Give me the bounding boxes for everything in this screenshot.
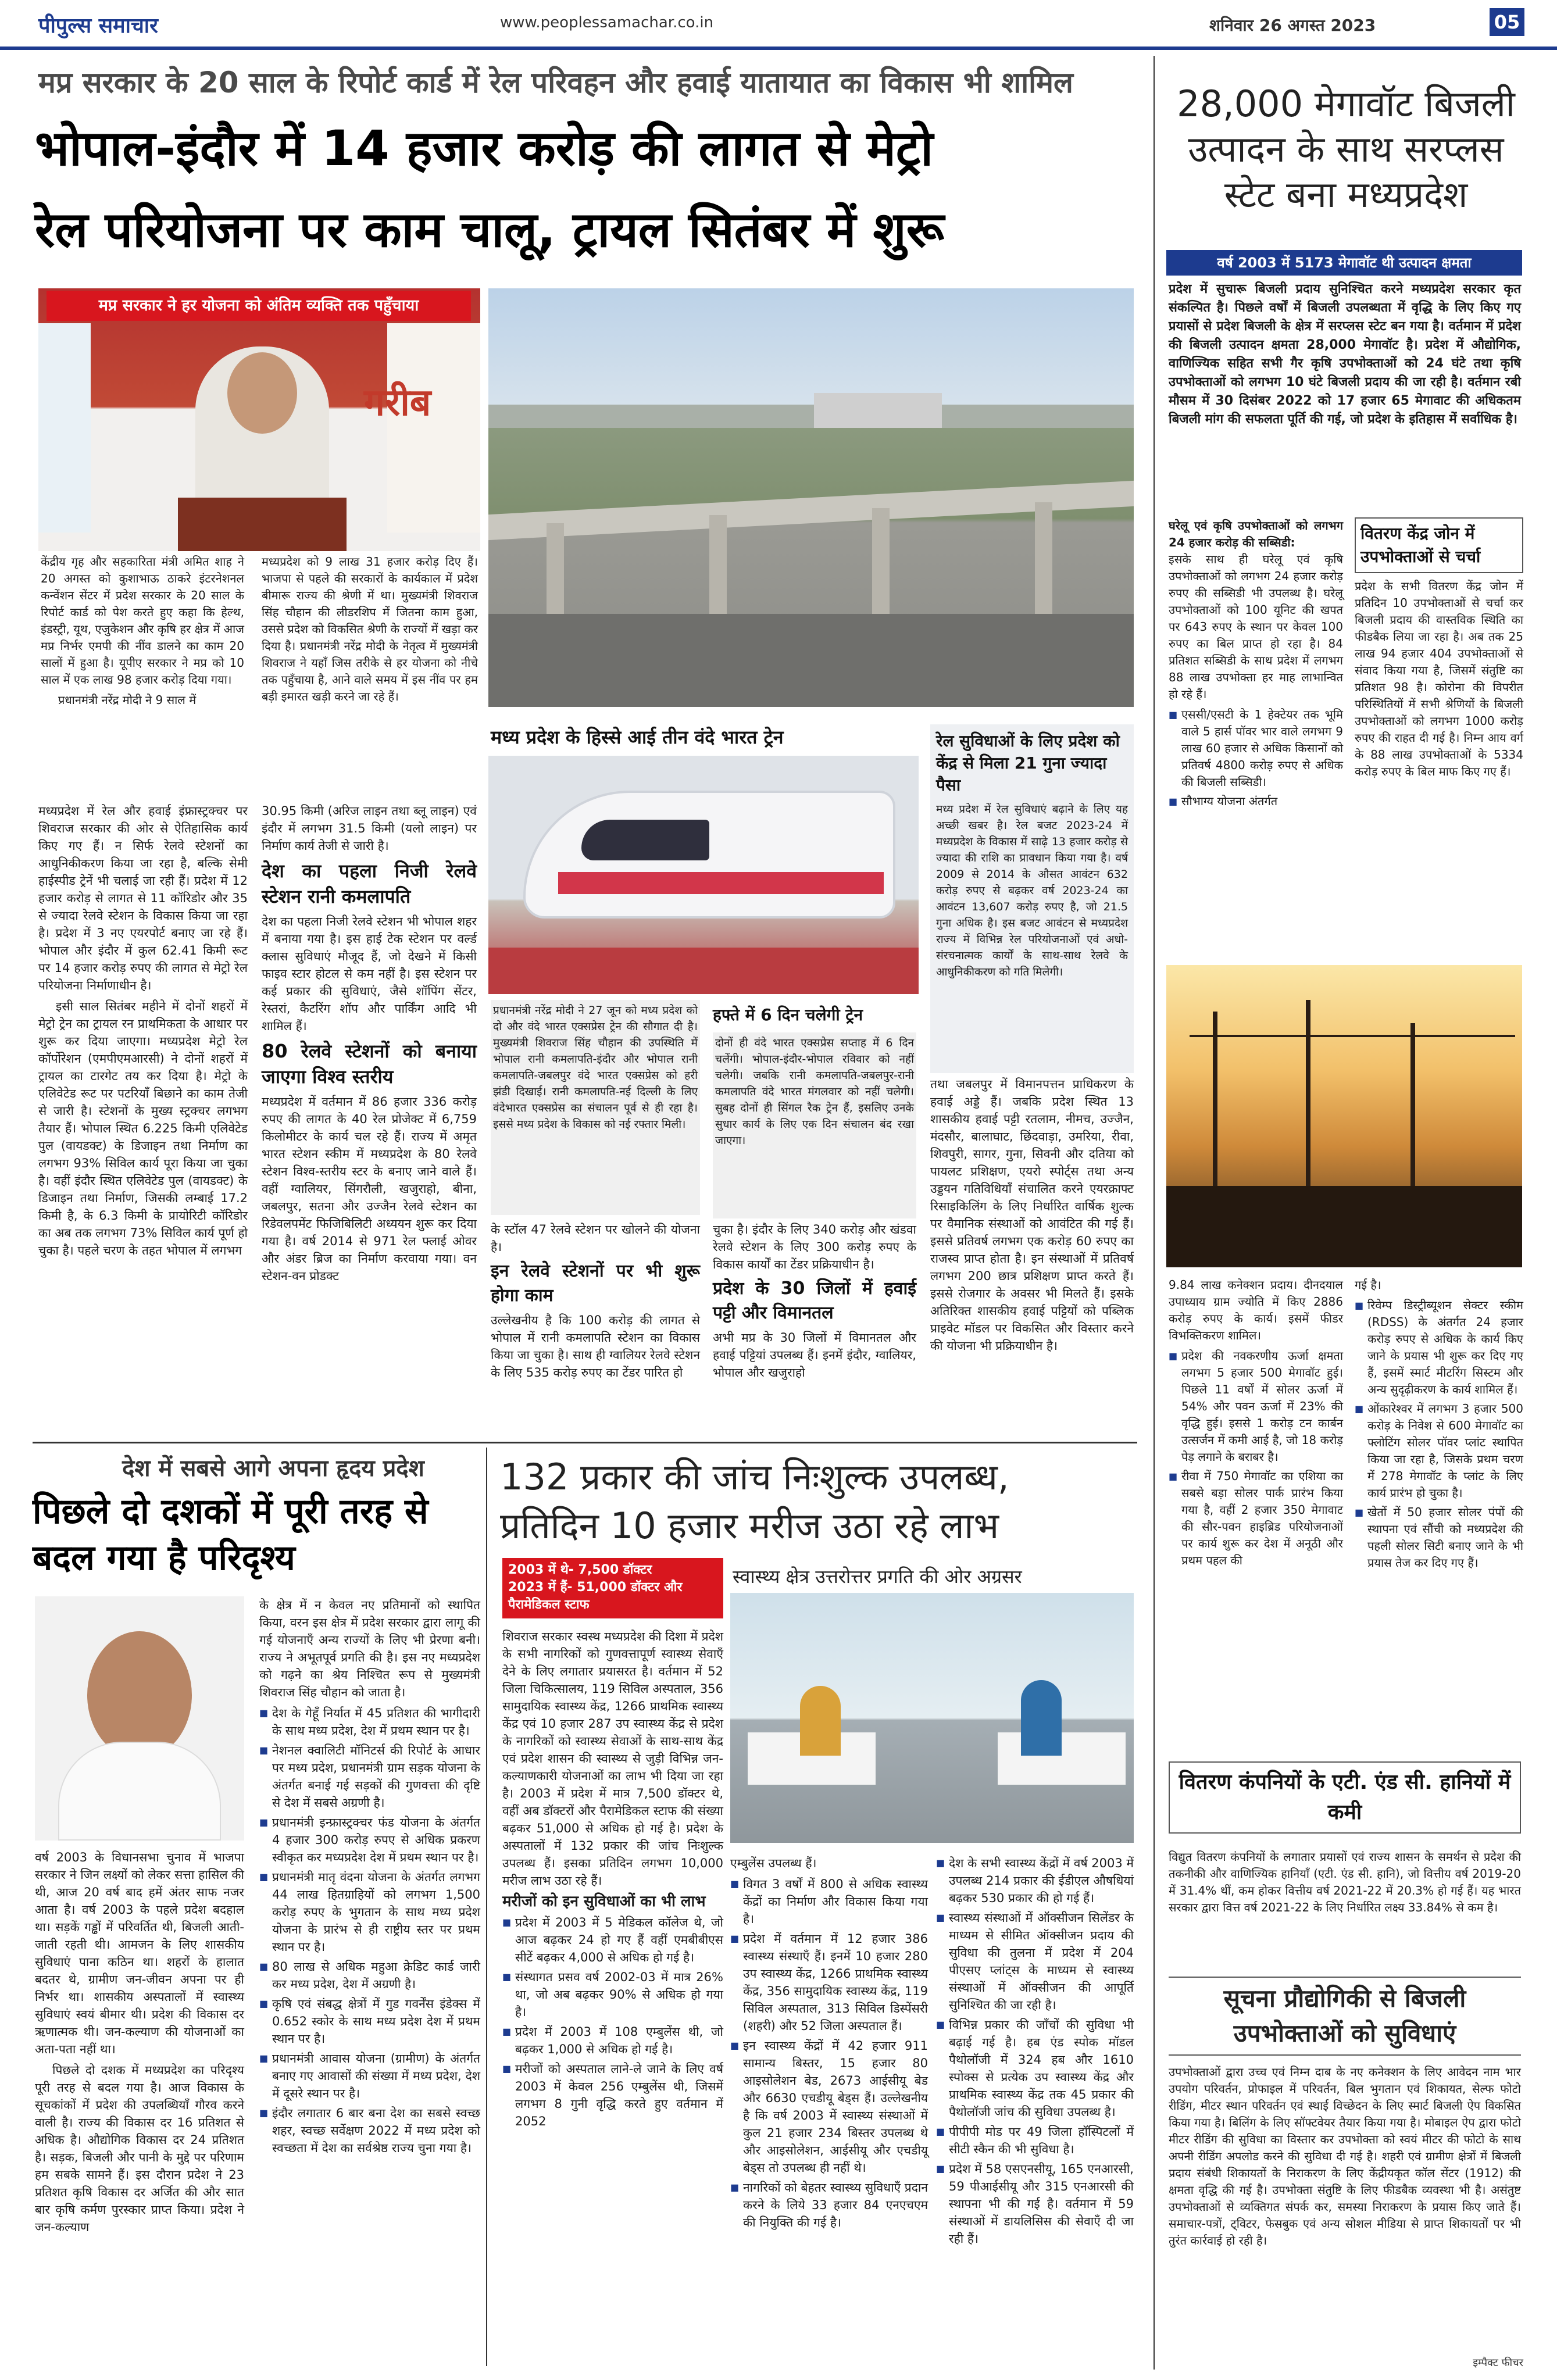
heart-achievements-list [259,1704,480,2157]
zone-box [1355,517,1523,959]
list-item: ■ इन स्वास्थ्य केंद्रों में 42 हजार 911 सामान्य बिस्तर, 15 हजार 80 आइसोलेशन बेड, 2673 आईसीयू बेड और 6630 एचडीयू बेड्स हैं। उल्लेखनीय है कि वर्ष 2003 में स्वास्थ्य संस्थाओं में कुल 21 हजार 234 बिस्तर उपलब्ध थे और आइसोलेशन, आईसीयू और एचडीयू बेड्स तो उपलब्ध ही नहीं थे। [730,2037,928,2177]
heart-body-para-1: वर्ष 2003 के विधानसभा चुनाव में भाजपा सरकार ने जिन लक्ष्यों को लेकर सत्ता हासिल की थी, आज 20 वर्ष बाद हमें अंतर साफ नजर आता है। वर्ष 2003 के पहले प्रदेश बदहाल था। सड़कें गड्ढों में परिवर्तित थी, बिजली आती-जाती रहती थी। आमजन के लिए शासकीय सुविधाएं पाना कठिन था। शहरों के हालात बदतर थे, ग्रामीण जन-जीवन अपना पर ही निर्भर था। शासकीय अस्पतालों में स्वास्थ्य सुविधाएं स्वयं बीमार थी। प्रदेश की विकास दर ऋणात्मक थी। जन-कल्याण की योजनाओं का अता-पता नहीं था। [35,1850,244,2056]
list-item: ■ सौभाग्य योजना अंतर्गत [1169,793,1343,810]
health-body-col-3 [936,1854,1134,2366]
subsidy-column [1169,517,1343,959]
health-headline-1: 132 प्रकार की जांच निःशुल्क उपलब्ध, [500,1456,1009,1498]
list-item: ■ प्रधानमंत्री मातृ वंदना योजना के अंतर्गत लगभग 44 लाख हितग्राहियों को लगभग 1,500 करोड़ रुपए के भुगतान के साथ मध्य प्रदेश योजना के प्रारंभ से ही राष्ट्रीय स्तर पर प्रथम स्थान पर है। [259,1868,480,1956]
metro-headline-1: भोपाल-इंदौर में 14 हजार करोड़ की लागत से मेट्रो [35,120,933,177]
subsidy-list [1169,706,1343,810]
metro-body-para-3: 30.95 किमी (अरिज लाइन तथा ब्लू लाइन) एवं इंदौर में लगभग 31.5 किमी (यलो लाइन) पर निर्माण कार्य तेजी से जारी है। [262,804,477,853]
it-body: उपभोक्ताओं द्वारा उच्च एवं निम्न दाब के नए कनेक्शन के लिए आवेदन नाम भार उपयोग परिवर्तन, प्रोफाइल में परिवर्तन, बिल भुगतान एवं शिकायत, सेल्फ फोटो रीडिंग, मीटर स्थान परिवर्तन एवं स्थाई विच्छेदन के लिए स्मार्ट बिजली ऐप विकसित किया गया है। बिलिंग के लिए सॉफ्टवेयर तैयार किया गया है। मोबाइल ऐप द्वारा फोटो मीटर रीडिंग की सुविधा का विस्तार कर उपभोक्ता को स्वयं मीटर की फोटो के साथ अपनी रीडिंग अपलोड करने की सुविधा दी गई है। शहरी एवं ग्रामीण क्षेत्रों में बिजली प्रदाय संबंधी शिकायतों के निराकरण के लिए केंद्रीयकृत कॉल सेंटर (1912) की क्षमता वृद्धि की गई है। उपभोक्ता संतुष्टि के लिए फीडबैक व्यवस्था भी है। असंतुष्ट उपभोक्ताओं से व्यक्तिगत संपर्क कर, समस्या निराकरण के प्रयास किए जाते हैं। समाचार-पत्रों, ट्विटर, फेसबुक एवं अन्य सोशल मीडिया से प्राप्त शिकायतों पर भी तुरंत कार्रवाई हो रही है। [1169,2065,1521,2247]
list-item: ■ ओंकारेश्वर में लगभग 3 हजार 500 करोड़ के निवेश से 600 मेगावॉट का फ्लोटिंग सोलर पॉवर प्लांट स्थापित किया जा रहा है, जिसके प्रथम चरण में 278 मेगावॉट के प्लांट के लिए कार्य प्रारंभ हो चुका है। [1355,1400,1523,1502]
losses-body: विद्युत वितरण कंपनियों के लगातार प्रयासों एवं राज्य शासन के समर्थन से प्रदेश की तकनीकी और वाणिज्यिक हानियाँ (एटी. एंड सी. हानि), जो वित्तीय वर्ष 2019-20 में 31.4% थीं, कम होकर वित्तीय वर्ष 2021-22 में 20.3% हो गई हैं। यह भारत सरकार द्वारा वित्त वर्ष 2021-22 के लिए निर्धारित लक्ष्य 33.84% से कम है। [1169,1850,1521,1914]
six-days-body: दोनों ही वंदे भारत एक्सप्रेस सप्ताह में 6 दिन चलेंगी। भोपाल-इंदौर-भोपाल रविवार को नहीं चलेगी। जबकि रानी कमलापति-जबलपुर-रानी कमलापति वंदे भारत मंगलवार को नहीं चलेगी। सुबह दोनों ही सिंगल रैक ट्रेन हैं, इसलिए उनके सुधार कार्य के लिए एक दिन संचालन बंद रखा जाएगा। [713,1032,916,1218]
chief-minister-photo [35,1596,244,1841]
hospital-ward-photo [730,1593,1134,1843]
renewable-list [1169,1348,1343,1569]
heart-body-left [35,1849,244,2360]
health-services-list [936,1854,1134,2247]
caption-text-1b: प्रधानमंत्री नरेंद्र मोदी ने 9 साल में [58,693,197,707]
vande-bharat-train-photo [488,756,919,994]
rail-funds-body: मध्य प्रदेश में रेल सुविधाएं बढ़ाने के लिए यह अच्छी खबर है। रेल बजट 2023-24 में मध्यप्रदेश के विकास में साढ़े 13 हजार करोड़ से ज्यादा की राशि का प्रावधान किया गया है। वर्ष 2009 से 2014 के औसत आवंटन 632 करोड़ रुपए से बढ़कर वर्ष 2023-24 का आवंटन 13,607 करोड़ रुपए है, जो 21.5 गुना अधिक है। इस बजट आवंटन से मध्यप्रदेश राज्य में विभिन्न रेल परियोजनाओं एवं अधो-संरचनात्मक कार्यों के साथ-साथ रेलवे के आधुनिकीकरण को गति मिलेगी। [936,803,1128,978]
list-item: ■ 80 लाख से अधिक महुआ क्रेडिट कार्ड जारी कर मध्य प्रदेश, देश में अग्रणी है। [259,1958,480,1993]
airstrips-subhead: प्रदेश के 30 जिलों में हवाई पट्टी और विमानतल [713,1278,916,1323]
list-item: ■ एससी/एसटी के 1 हेक्टेयर तक भूमि वाले 5 हार्स पॉवर भार वाले लगभग 9 लाख 60 हजार से अधिक किसानों को प्रतिवर्ष 4800 करोड़ रुपए से अधिक की बिजली सब्सिडी। [1169,706,1343,791]
world-class-stations-body: मध्यप्रदेश में वर्तमान में 86 हजार 336 करोड़ रुपए की लागत के 40 रेल प्रोजेक्ट में 6,759 किलोमीटर के कार्य चल रहे हैं। राज्य में अमृत भारत स्टेशन स्कीम में मध्यप्रदेश के 80 रेलवे स्टेशन विश्व-स्तरीय स्टर के बनाए जाने वाले हैं। वहीं ग्वालियर, सिंगरौली, खजुराहो, बीना, जबलपुर, सतना और उज्जैन रेलवे स्टेशन का रिडेवलपमेंट फिजिबिलिटी अध्ययन शुरू कर दिया गया है। वर्ष 2014 से 971 रेल फ्लाई ओवर और अंडर ब्रिज का निर्माण करवाया गया। वन स्टेशन-वन प्रोडक्ट [262,1095,477,1283]
list-item: ■ मरीजों को अस्पताल लाने-ले जाने के लिए वर्ष 2003 में केवल 256 एम्बुलेंस थी, जिसमें लगभग 8 गुनी वृद्धि करते हुए वर्तमान में 2052 [502,2060,723,2130]
list-item: ■ कृषि एवं संबद्ध क्षेत्रों में गुड गवर्नेंस इंडेक्स में 0.652 स्कोर के साथ मध्य प्रदेश देश में प्रथम स्थान पर है। [259,1995,480,2047]
doctor-stat-2003: 2003 में थे- 7,500 डॉक्टर [508,1563,652,1577]
metro-body-col-2 [262,802,477,1436]
power-col-a [1169,1277,1343,1823]
list-item: ■ प्रदेश में 2003 में 5 मेडिकल कॉलेज थे, जो आज बढ़कर 24 हो गए हैं वहीं एमबीबीएस सीटें बढ़कर 4,000 से अधिक हो गई है। [502,1914,723,1966]
divider-vertical [486,1448,487,2366]
amit-shah-caption [41,553,244,774]
metro-body-col-5: तथा जबलपुर में विमानपत्तन प्राधिकरण के हवाई अड्डे हैं। जबकि प्रदेश स्थित 13 शासकीय हवाई पट्टी रतलाम, नीमच, उज्जैन, मंदसौर, बालाघाट, छिंदवाड़ा, उमरिया, रीवा, शिवपुरी, सागर, गुना, सिवनी और दतिया को पायलट प्रशिक्षण, एयरो स्पोर्ट्स तथा अन्य उड्डयन गतिविधियाँ संचालित करने एयरक्राफ्ट रिसाइकिलिंग के लिए निर्धारित वार्षिक शुल्क पर वैमानिक संस्थाओं को आवंटित की गई हैं। इससे प्रतिवर्ष लगभग एक करोड़ 60 रुपए का राजस्व प्राप्त होता है। इन संस्थाओं में प्रतिवर्ष लगभग 200 छात्र प्रशिक्षण प्राप्त करते हैं। इससे रोजगार के अवसर भी मिलते हैं। इसके अतिरिक्त शासकीय हवाई पट्टियों को पब्लिक प्राइवेट मॉडल पर विकसित और विस्तार करने की योजना भी प्रक्रियाधीन है। [930,1077,1134,1353]
private-station-subhead: देश का पहला निजी रेलवे स्टेशन रानी कमलापति [262,860,477,907]
it-heading: सूचना प्रौद्योगिकी से बिजली उपभोक्ताओं को सुविधाएं [1169,1977,1521,2056]
page-number: 05 [1490,8,1524,36]
metro-viaduct-photo [488,288,1134,707]
doctor-stat-2023: 2023 में हैं- 51,000 डॉक्टर और पैरामेडिकल स्टाफ [508,1580,683,1612]
metro-body-para-2: इसी साल सितंबर महीने में दोनों शहरों में मेट्रो ट्रेन का ट्रायल रन प्राथमिकता के आधार पर शुरू कर दिया जाएगा। मध्यप्रदेश मेट्रो रेल कॉर्पोरेशन (एमपीएमआरसी) ने दोनों शहरों में ट्रायल का टारगेट तय कर दिया है। मेट्रो के एलिवेटेड रूट पर पटरियाँ बिछाने का काम तेजी से जारी है। स्टेशनों के मुख्य स्ट्रक्चर लगभग तैयार हैं। भोपाल स्थित 6.225 किमी एलिवेटेड पुल (वायडक्ट) के डिजाइन तथा निर्माण का लगभग 93% सिविल कार्य पूरा किया जा चुका है। वहीं इंदौर स्थित एलिवेटेड पुल (वायडक्ट) के डिजाइन तथा निर्माण, जिसकी लम्बाई 17.2 किमी है, के 6.3 किमी के प्रायोरिटी कॉरिडोर का अब तक लगभग 73% सिविल कार्य पूर्ण हो चुका है। पहले चरण के तहत भोपाल में लगभग [38,999,248,1257]
metro-body-col-3 [491,1221,700,1436]
list-item: ■ विभिन्न प्रकार की जाँचों की सुविधा भी बढ़ाई गई है। हब एंड स्पोक मॉडल पैथोलॉजी में 324 हब और 1610 स्पोक्स से प्रत्येक उप स्वास्थ्य केंद्र और प्राथमिक स्वास्थ्य केंद्र तक 45 प्रकार की पैथोलॉजी जांच की सुविधा उपलब्ध है। [936,2016,1134,2121]
losses-heading: वितरण कंपनियों के एटी. एंड सी. हानियों में कमी [1169,1761,1521,1834]
caption-text-1: केंद्रीय गृह और सहकारिता मंत्री अमित शाह ने 20 अगस्त को कुशाभाऊ ठाकरे इंटरनेशनल कन्वेंशन सेंटर में प्रदेश सरकार के 20 साल के रिपोर्ट कार्ड को पेश करते हुए कहा कि हेल्थ, इंडस्ट्री, यूथ, एजुकेशन और कृषि हर क्षेत्र में आज मप्र निर्भर एमपी की नींव डालने का काम 20 सालों में हुआ है। यूपीए सरकार ने मप्र को 10 साल में एक लाख 98 हजार करोड़ दिया गया। [41,555,244,687]
list-item: ■ रिवेम्प डिस्ट्रीब्यूशन सेक्टर स्कीम (RDSS) के अंतर्गत 24 हजार करोड़ रुपए से अधिक के कार्य किए जाने के प्रयास भी शुरू कर दिए गए हैं, इसमें स्मार्ट मीटरिंग सिस्टम और अन्य सुदृढ़ीकरण के कार्य शामिल हैं। [1355,1297,1523,1398]
photo-banner: मप्र सरकार ने हर योजना को अंतिम व्यक्ति तक पहुँचाया [47,291,471,321]
issue-date: शनिवार 26 अगस्त 2023 [1209,16,1376,35]
airstrips-body: अभी मप्र के 30 जिलों में विमानतल और हवाई पट्टियां उपलब्ध हैं। इनमें इंदौर, ग्वालियर, भोपाल और खजुराहो [713,1331,916,1380]
heart-kicker: देश में सबसे आगे अपना हृदय प्रदेश [122,1455,424,1482]
heart-body-right [259,1596,480,2364]
list-item: ■ देश के गेहूँ निर्यात में 45 प्रतिशत की भागीदारी के साथ मध्य प्रदेश, देश में प्रथम स्थान पर है। [259,1704,480,1739]
six-days-subhead: हफ्ते में 6 दिन चलेगी ट्रेन [713,1005,863,1024]
metro-kicker: मप्र सरकार के 20 साल के रिपोर्ट कार्ड में रेल परिवहन और हवाई यातायात का विकास भी शामिल [38,66,1073,99]
power-intro: प्रदेश में सुचारू बिजली प्रदाय सुनिश्चित करने मध्यप्रदेश सरकार कृत संकल्पित है। पिछले वर्षों में बिजली उपलब्धता में वृद्धि के लिए किए गए प्रयासों से प्रदेश बिजली के क्षेत्र में सरप्लस स्टेट बन गया है। वर्तमान में प्रदेश की बिजली उत्पादन क्षमता 28,000 मेगावॉट है। प्रदेश में औद्योगिक, वाणिज्यिक सहित सभी गैर कृषि उपभोक्ताओं को 24 घंटे तथा कृषि उपभोक्ताओं को लगभग 10 घंटे बिजली प्रदाय की जा रही है। वर्तमान रबी मौसम में 30 दिसंबर 2022 को 17 हजार 65 मेगावाट की अधिकतम बिजली मांग की सफलता पूर्ति की गई, जो प्रदेश के इतिहास में सर्वाधिक है। [1169,282,1521,427]
subsidy-heading: घरेलू एवं कृषि उपभोक्ताओं को लगभग 24 हजार करोड़ की सब्सिडी: [1169,519,1343,549]
power-strap: वर्ष 2003 में 5173 मेगावॉट थी उत्पादन क्षमता [1166,250,1522,276]
list-item: ■ खेतों में 50 हजार सोलर पंपों की स्थापना एवं सौंची को मध्यप्रदेश की पहली सोलर सिटी बनाए जाने के भी प्रयास तेज कर दिए गए हैं। [1355,1504,1523,1571]
metro-body-para-4: के स्टॉल 47 रेलवे स्टेशन पर खोलने की योजना है। [491,1223,700,1254]
metro-body-col-1 [38,802,248,1436]
power-col-b-body: गई है। [1355,1278,1381,1292]
heart-headline: पिछले दो दशकों में पूरी तरह से बदल गया है परिदृश्य [33,1491,428,1578]
list-item: ■ प्रदेश में 2003 में 108 एम्बुलेंस थी, जो बढ़कर 1,000 से अधिक हो गई है। [502,2023,723,2058]
metro-headline-2: रेल परियोजना पर काम चालू, ट्रायल सितंबर में शुरू [35,201,944,258]
stations-work-body: उल्लेखनीय है कि 100 करोड़ की लागत से भोपाल में रानी कमलापति स्टेशन का विकास किया जा चुका है। साथ ही ग्वालियर रेलवे स्टेशन के लिए 535 करोड़ रुपए का टेंडर पारित हो [491,1313,700,1380]
transmission-towers-photo [1166,965,1522,1267]
list-item: ■ प्रदेश में वर्तमान में 12 हजार 386 स्वास्थ्य संस्थाएँ हैं। इनमें 10 हजार 280 उप स्वास्थ्य केंद्र, 1266 प्राथमिक स्वास्थ्य केंद्र, 356 सामुदायिक स्वास्थ्य केंद्र, 119 सिविल अस्पताल, 313 सिविल डिस्पेंसरी (शहरी) और 52 जिला अस्पताल हैं। [730,1930,928,2035]
rail-funds-box [930,724,1134,1073]
schemes-list [1355,1297,1523,1571]
list-item: ■ नेशनल क्वालिटी मॉनिटर्स की रिपोर्ट के आधार पर मध्य प्रदेश, प्रधानमंत्री ग्राम सड़क योजना के अंतर्गत बनाई गई सड़कों की गुणवत्ता की दृष्टि से देश में सबसे अग्रणी है। [259,1742,480,1811]
zone-heading: वितरण केंद्र जोन में उपभोक्ताओं से चर्चा [1355,517,1523,573]
list-item: ■ प्रदेश में 58 एसएनसीयू, 165 एनआरसी, 59 पीआईसीयू और 315 एनआरसी की स्थापना भी की गई है। वर्तमान में 59 संस्थाओं में डायलिसिस की सेवाएँ दी जा रही हैं। [936,2160,1134,2247]
list-item: ■ देश के सभी स्वास्थ्य केंद्रों में वर्ष 2003 में उपलब्ध 214 प्रकार की ईडीएल औषधियां बढ़कर 530 प्रकार की हो गई हैं। [936,1854,1134,1907]
heart-body-para-2: पिछले दो दशक में मध्यप्रदेश का परिदृश्य पूरी तरह से बदल गया है। आज विकास के सूचकांकों में प्रदेश की उपलब्धियाँ गौरव करने वाली है। राज्य की विकास दर 16 प्रतिशत से अधिक है। औद्योगिक विकास दर 24 प्रतिशत है। सड़क, बिजली और पानी के मुद्दे पर परिणाम हम सबके सामने हैं। इस दौरान प्रदेश ने 23 प्रतिशत कृषि विकास दर अर्जित की और सात बार कृषि कर्मण पुरस्कार प्राप्त किया। प्रदेश ने जन-कल्याण [35,2063,244,2234]
doctor-stats-box [502,1558,723,1618]
health-body-col-2 [730,1854,928,2366]
world-class-stations-subhead: 80 रेलवे स्टेशनों को बनाया जाएगा विश्व स्तरीय [262,1040,477,1088]
list-item: ■ इंदौर लगातार 6 बार बना देश का सबसे स्वच्छ शहर, स्वच्छ सर्वेक्षण 2022 में मध्य प्रदेश को स्वच्छता में देश का सर्वश्रेष्ठ राज्य चुना गया है। [259,2104,480,2157]
power-col-a-body: 9.84 लाख कनेक्शन प्रदाय। दीनदयाल उपाध्याय ग्राम ज्योति में किए 2886 करोड़ रुपए के कार्य। इसमें फीडर विभक्तिकरण शामिल। [1169,1278,1343,1342]
metro-body-para-5: चुका है। इंदौर के लिए 340 करोड़ और खंडवा रेलवे स्टेशन के लिए 300 करोड़ रुपए के विकास कार्यों का टेंडर प्रक्रियाधीन है। [713,1223,916,1271]
list-item: ■ प्रधानमंत्री इन्फ्रास्ट्रक्चर फंड योजना के अंतर्गत 4 हजार 300 करोड़ रुपए से अधिक प्रकरण स्वीकृत कर मध्यप्रदेश देश में प्रथम स्थान पर है। [259,1814,480,1866]
divider-horizontal [33,1442,1137,1443]
private-station-body: देश का पहला निजी रेलवे स्टेशन भी भोपाल शहर में बनाया गया है। इस हाई टेक स्टेशन पर वर्ल्ड क्लास सुविधाएं मौजूद हैं, जो देखने में किसी फाइव स्टार होटल से कम नहीं है। इस स्टेशन पर कई प्रकार की सुविधाएं, जैसे शॉपिंग सेंटर, रेस्तरां, कैटरिंग शॉप और पार्किंग आदि भी शामिल हैं। [262,914,477,1033]
power-col-b [1355,1277,1523,1823]
list-item: ■ प्रदेश की नवकरणीय ऊर्जा क्षमता लगभग 5 हजार 500 मेगावॉट हुई। पिछले 11 वर्षों में सोलर ऊर्जा में 54% और पवन ऊर्जा में 23% की वृद्धि हुई। इससे 1 करोड़ टन कार्बन उत्सर्जन में कमी आई है, जो 18 करोड़ पेड़ लगाने के बराबर है। [1169,1348,1343,1466]
metro-body-col-4 [713,1221,916,1436]
zone-body: प्रदेश के सभी वितरण केंद्र जोन में प्रतिदिन 10 उपभोक्ताओं से चर्चा कर बिजली प्रदाय की वास्तविक स्थिति का फीडबैक लिया जा रहा है। अब तक 25 लाख 94 हजार 404 उपभोक्ताओं से संवाद किया गया है, जिसमें संतुष्टि का प्रतिशत 98 है। कोरोना की विपरीत परिस्थितियों में सभी श्रेणियों के बिजली उपभोक्ताओं को लगभग 1000 करोड़ रुपए की राहत दी गई है। निम्न आय वर्ग के 88 लाख उपभोक्ताओं के 5334 करोड़ रुपए के बिल माफ किए गए हैं। [1355,579,1523,778]
list-item: ■ संस्थागत प्रसव वर्ष 2002-03 में मात्र 26% था, जो अब बढ़कर 90% से अधिक हो गया है। [502,1968,723,2021]
list-item: ■ पीपीपी मोड पर 49 जिला हॉस्पिटलों में सीटी स्कैन की भी सुविधा है। [936,2123,1134,2158]
list-item: ■ विगत 3 वर्षों में 800 से अधिक स्वास्थ्य केंद्रों का निर्माण और विकास किया गया है। [730,1875,928,1928]
impact-feature-credit: इम्पैक्ट फीचर [1473,2357,1523,2369]
masthead [0,0,1557,50]
subsidy-body: इसके साथ ही घरेलू एवं कृषि उपभोक्ताओं को लगभग 24 हजार करोड़ रुपए की सब्सिडी भी उपलब्ध है। घरेलू उपभोक्ताओं को 100 यूनिट की खपत पर 643 रुपए के स्थान पर केवल 100 रुपए का बिल प्राप्त हो रहा है। 84 प्रतिशत सब्सिडी के साथ प्रदेश में लगभग 88 लाख उपभोक्ता हर माह लाभान्वित हो रहे हैं। [1169,552,1343,701]
health-photo-strap: स्वास्थ्य क्षेत्र उत्तरोत्तर प्रगति की ओर अग्रसर [733,1566,1022,1588]
health-body-para-2: एम्बुलेंस उपलब्ध हैं। [730,1856,817,1870]
logo: पीपुल्स समाचार [38,14,158,38]
patients-facilities-list [502,1914,723,2130]
health-body-col-1 [502,1628,723,2366]
list-item: ■ स्वास्थ्य संस्थाओं में ऑक्सीजन सिलेंडर के माध्यम से सीमित ऑक्सीजन प्रदाय की सुविधा की तुलना में प्रदेश में 204 पीएसए प्लांट्स के माध्यम से स्वास्थ्य संस्थाओं में ऑक्सीजन की आपूर्ति सुनिश्चित की जा रही है। [936,1909,1134,2014]
patients-facilities-subhead: मरीजों को इन सुविधाओं का भी लाभ [502,1893,706,1910]
amit-shah-caption-2: मध्यप्रदेश को 9 लाख 31 हजार करोड़ दिए हैं। भाजपा से पहले की सरकारों के कार्यकाल में प्रदेश बीमारू राज्य की श्रेणी में था। मुख्यमंत्री शिवराज सिंह चौहान की लीडरशिप में जितना काम हुआ, उससे प्रदेश को विकसित श्रेणी के राज्यों में खड़ा कर दिया है। प्रधानमंत्री नरेंद्र मोदी के नेतृत्व में मुख्यमंत्री शिवराज ने यहाँ जिस तरीके से हर योजना को नीचे तक पहुँचाया है, आने वाले समय में इस नींव पर हम बड़ी इमारत खड़ी करने जा रहे हैं। [262,555,478,703]
site-url: www.peoplessamachar.co.in [500,14,714,31]
rail-funds-heading: रेल सुविधाओं के लिए प्रदेश को केंद्र से मिला 21 गुना ज्यादा पैसा [936,731,1120,795]
stations-work-subhead: इन रेलवे स्टेशनों पर भी शुरू होगा काम [491,1261,700,1306]
metro-body-para-1: मध्यप्रदेश में रेल और हवाई इंफ्रास्ट्रक्चर पर शिवराज सरकार की ओर से ऐतिहासिक कार्य किए गए हैं। न सिर्फ रेलवे स्टेशनों का आधुनिकीकरण किया जा रहा है, बल्कि सेमी हाईस्पीड ट्रेनें भी चलाई जा रही हैं। प्रदेश में 12 हजार करोड़ से लागत से 11 कॉरिडोर और 35 से ज्यादा रेलवे स्टेशन के विकास किया जा रहा है। प्रदेश में 3 नए एयरपोर्ट बनाए जा रहे हैं। भोपाल और इंदौर में कुल 62.41 किमी रूट पर 14 हजार करोड़ रुपए की लागत से मेट्रो रेल परियोजना निर्माणाधीन है। [38,804,248,992]
list-item: ■ प्रधानमंत्री आवास योजना (ग्रामीण) के अंतर्गत बनाए गए आवासों की संख्या में मध्य प्रदेश, देश में दूसरे स्थान पर है। [259,2050,480,2102]
power-headline: 28,000 मेगावॉट बिजली उत्पादन के साथ सरप्लस स्टेट बना मध्यप्रदेश [1177,83,1515,216]
vande-bharat-caption: प्रधानमंत्री नरेंद्र मोदी ने 27 जून को मध्य प्रदेश को दो और वंदे भारत एक्सप्रेस ट्रेन की सौगात दी है। मुख्यमंत्री शिवराज सिंह चौहान की उपस्थिति में भोपाल रानी कमलापति-इंदौर और भोपाल रानी कमलापति-जबलपुर वंदे भारत एक्सप्रेस को हरी झंडी दिखाई। रानी कमलापति-नई दिल्ली के लिए वंदेभारत एक्सप्रेस का संचालन पूर्व से ही रहा है। इससे मध्य प्रदेश के विकास को नई रफ्तार मिली। [491,1000,700,1215]
health-headline-2: प्रतिदिन 10 हजार मरीज उठा रहे लाभ [500,1505,999,1547]
banner-sign-text: गरीब [364,381,431,424]
health-body-para-1: शिवराज सरकार स्वस्थ मध्यप्रदेश की दिशा में प्रदेश के सभी नागरिकों को गुणवत्तापूर्ण स्वास्थ्य सेवाएँ देने के लिए लगातार प्रयासरत है। वर्तमान में 52 जिला चिकित्सालय, 119 सिविल अस्पताल, 356 सामुदायिक स्वास्थ्य केंद्र, 1266 प्राथमिक स्वास्थ्य केंद्र एवं 10 हजार 287 उप स्वास्थ्य केंद्र से प्रदेश के नागरिकों को स्वास्थ्य सेवाओं के साथ-साथ केंद्र एवं प्रदेश शासन की स्वास्थ्य से जुड़ी विभिन्न जन-कल्याणकारी योजनाओं का लाभ भी दिया जा रहा है। 2003 में प्रदेश में मात्र 7,500 डॉक्टर थे, वहीं अब डॉक्टरों और पैरामेडिकल स्टाफ की संख्या बढ़कर 51,000 से अधिक हो गई है। प्रदेश के अस्पतालों में 132 प्रकार की जांच निःशुल्क उपलब्ध हैं। इसका प्रतिदिन लगभग 10,000 मरीज लाभ उठा रहे हैं। [502,1629,723,1888]
divider-right-column [1154,56,1155,2370]
health-infra-list [730,1875,928,2231]
heart-body-para-3: के क्षेत्र में न केवल नए प्रतिमानों को स्थापित किया, वरन इस क्षेत्र में प्रदेश सरकार द्वारा लागू की गई योजनाएँ अन्य राज्यों के लिए भी प्रेरणा बनी। राज्य ने अभूतपूर्व प्रगति की है। इस नए मध्यप्रदेश को गढ़ने का श्रेय निश्चित रूप से मुख्यमंत्री शिवराज सिंह चौहान को जाता है। [259,1598,480,1699]
list-item: ■ नागरिकों को बेहतर स्वास्थ्य सुविधाएँ प्रदान करने के लिये 33 हजार 84 एनएचएम की नियुक्ति की गई है। [730,2179,928,2231]
vande-bharat-heading: मध्य प्रदेश के हिस्से आई तीन वंदे भारत ट्रेन [491,726,784,748]
list-item: ■ रीवा में 750 मेगावॉट का एशिया का सबसे बड़ा सोलर पार्क प्रारंभ किया गया है, वहीं 2 हजार 350 मेगावाट की सौर-पवन हाइब्रिड परियोजनाओं पर कार्य शुरू कर देश में अनूठी और प्रथम पहल की [1169,1468,1343,1569]
amit-shah-photo [38,288,480,551]
